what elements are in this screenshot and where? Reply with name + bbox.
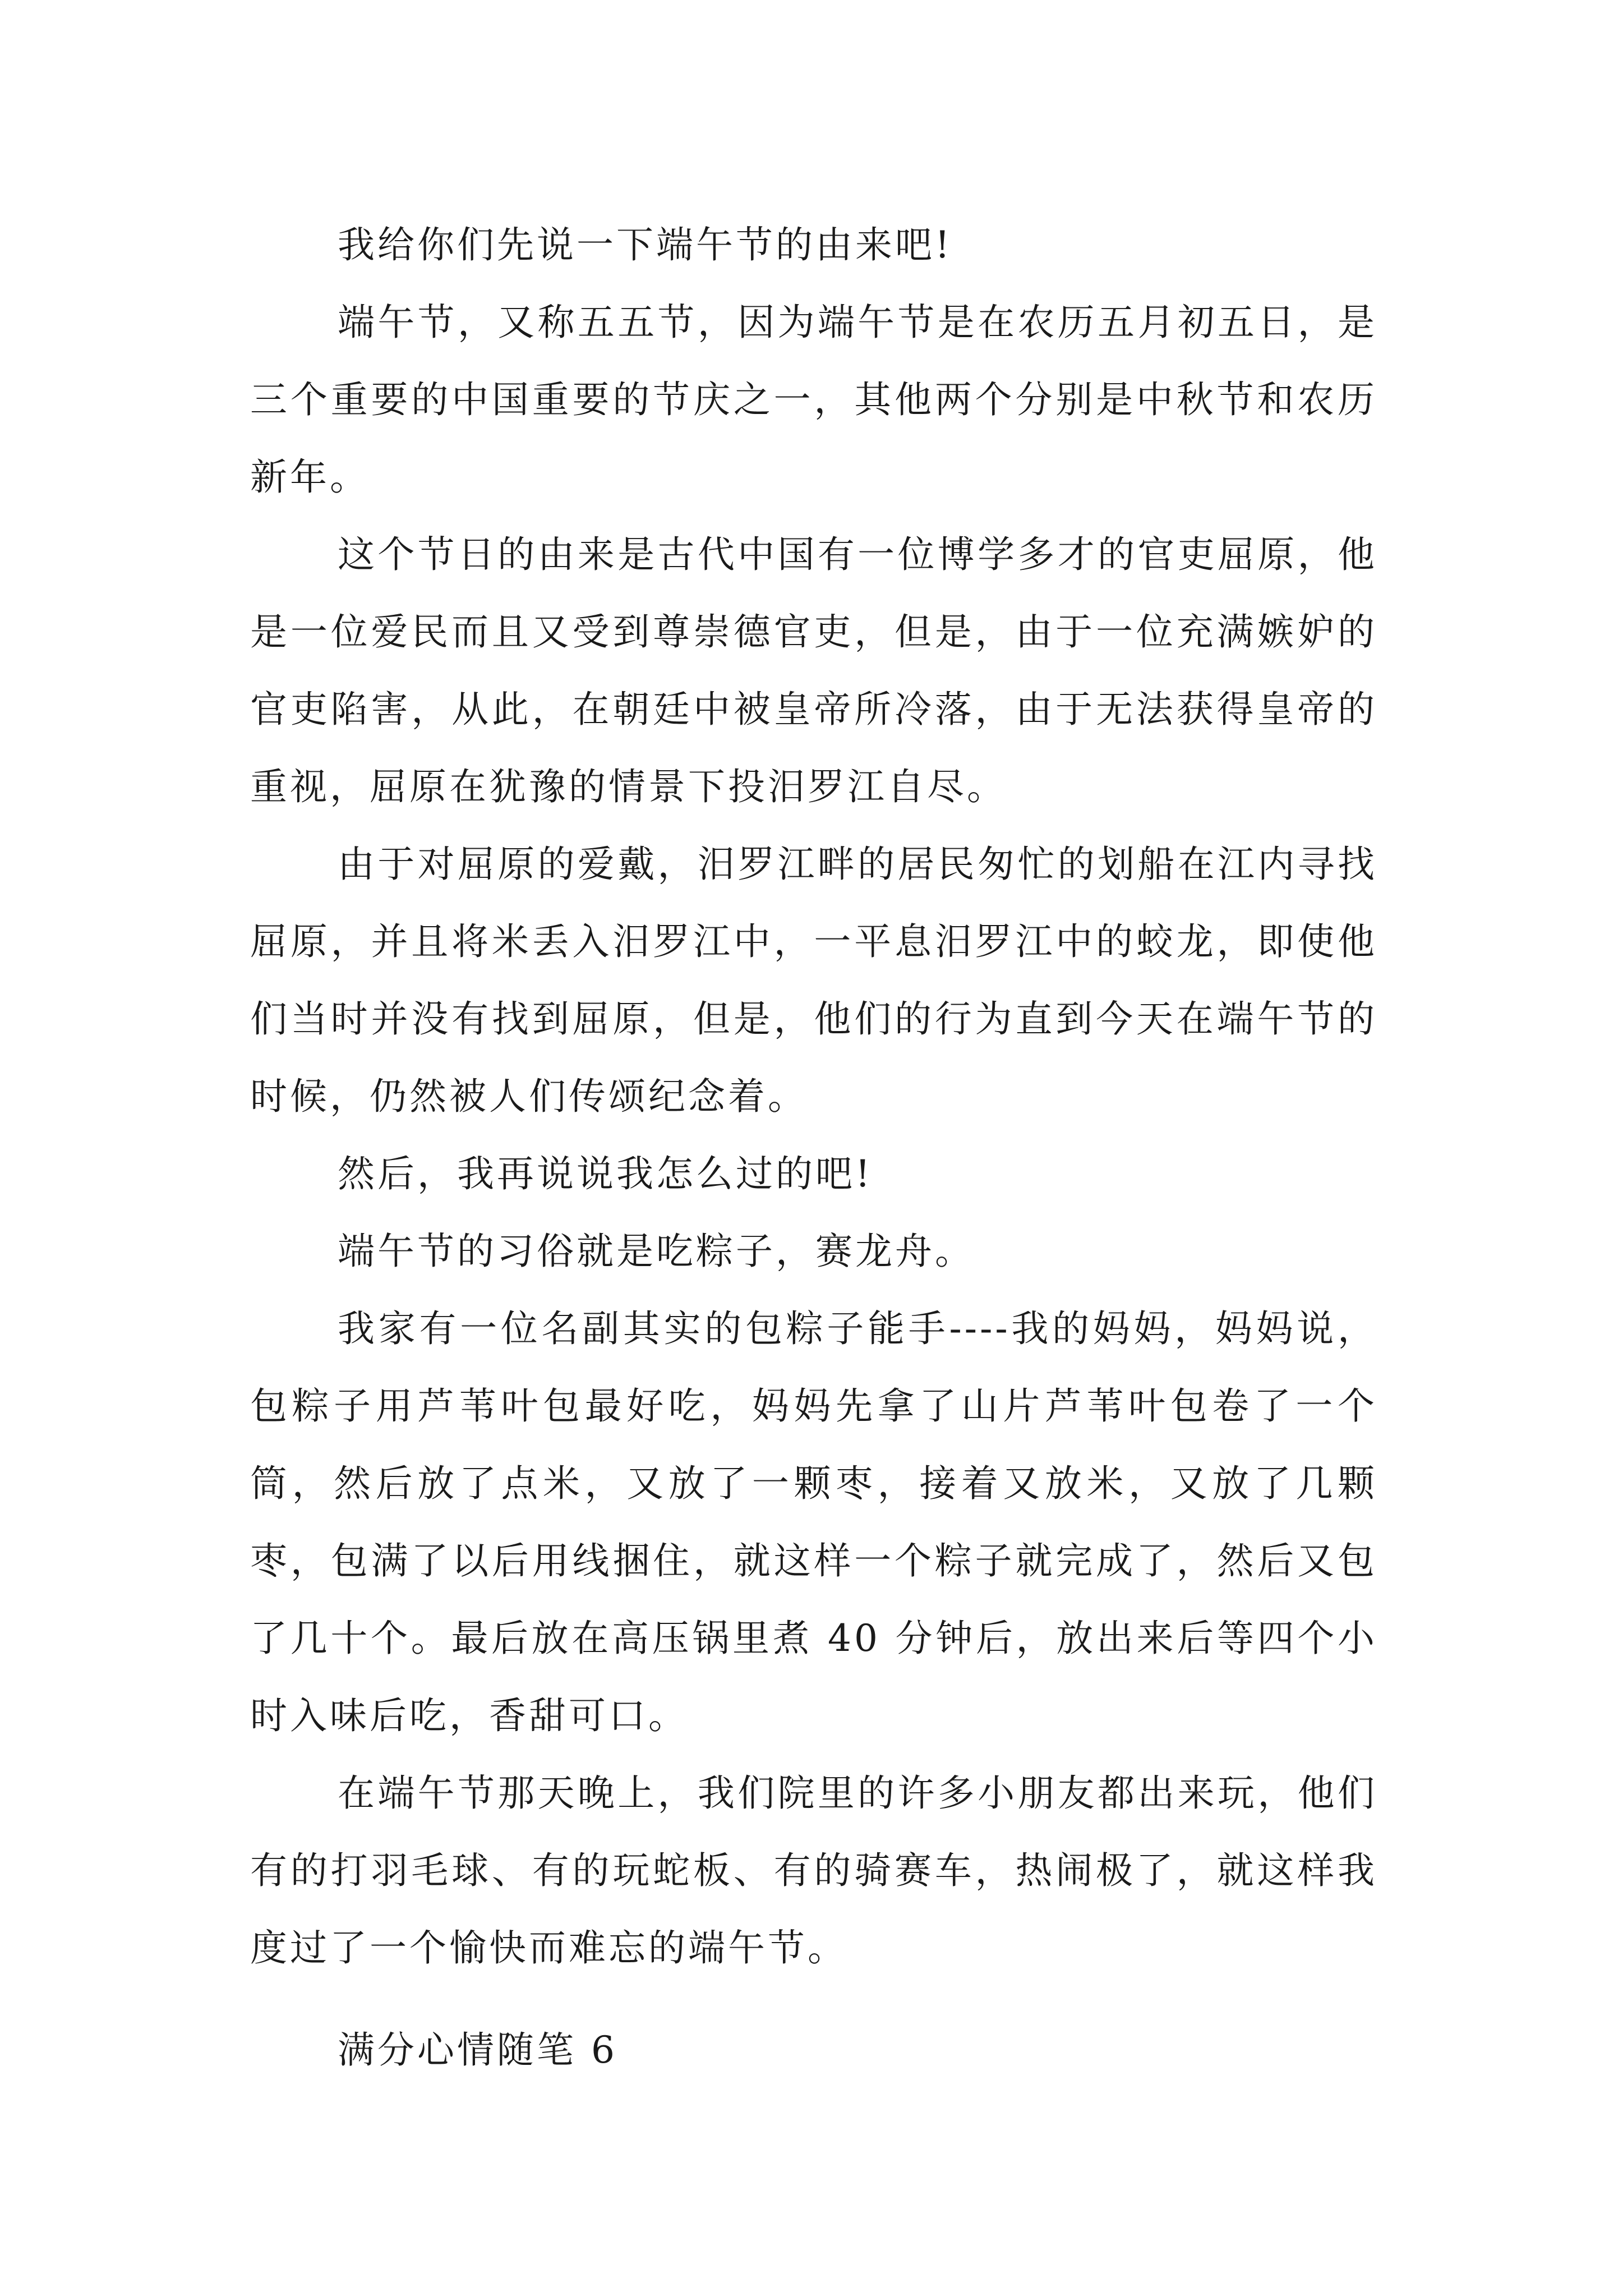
document-body xyxy=(250,206,1377,2089)
next-section-title: 满分心情随笔 6 xyxy=(338,2028,617,2072)
paragraph-zongzi: 我家有一位名副其实的包粽子能手----我的妈妈，妈妈说，包粽子用芦苇叶包最好吃，妈妈先拿了山片芦苇叶包卷了一个筒，然后放了点米，又放了一颗枣，接着又放米，又放了几颗枣，包满了以后用线捆住，就这样一个粽子就完成了，然后又包了几十个。最后放在高压锅里煮 40 分钟后，放出来后等四个小时入味后吃，香甜可口。 xyxy=(250,1307,1377,1737)
paragraph-transition: 然后，我再说说我怎么过的吧! xyxy=(338,1152,873,1195)
paragraph-evening: 在端午节那天晚上，我们院里的许多小朋友都出来玩，他们有的打羽毛球、有的玩蛇板、有的骑赛车，热闹极了，就这样我度过了一个愉快而难忘的端午节。 xyxy=(250,1772,1377,1970)
paragraph-customs: 端午节的习俗就是吃粽子，赛龙舟。 xyxy=(338,1230,975,1273)
paragraph-origin: 这个节日的由来是古代中国有一位博学多才的官吏屈原，他是一位爱民而且又受到尊崇德官吏，但是，由于一位充满嫉妒的官吏陷害，从此，在朝廷中被皇帝所冷落，由于无法获得皇帝的重视，屈原在犹豫的情景下投汨罗江自尽。 xyxy=(250,533,1377,808)
paragraph-festival-name: 端午节，又称五五节，因为端午节是在农历五月初五日，是三个重要的中国重要的节庆之一，其他两个分别是中秋节和农历新年。 xyxy=(250,301,1377,499)
paragraph-intro: 我给你们先说一下端午节的由来吧! xyxy=(338,223,953,266)
paragraph-search: 由于对屈原的爱戴，汨罗江畔的居民匆忙的划船在江内寻找屈原，并且将米丢入汨罗江中，一平息汨罗江中的蛟龙，即使他们当时并没有找到屈原，但是，他们的行为直到今天在端午节的时候，仍然被人们传颂纪念着。 xyxy=(250,843,1377,1118)
